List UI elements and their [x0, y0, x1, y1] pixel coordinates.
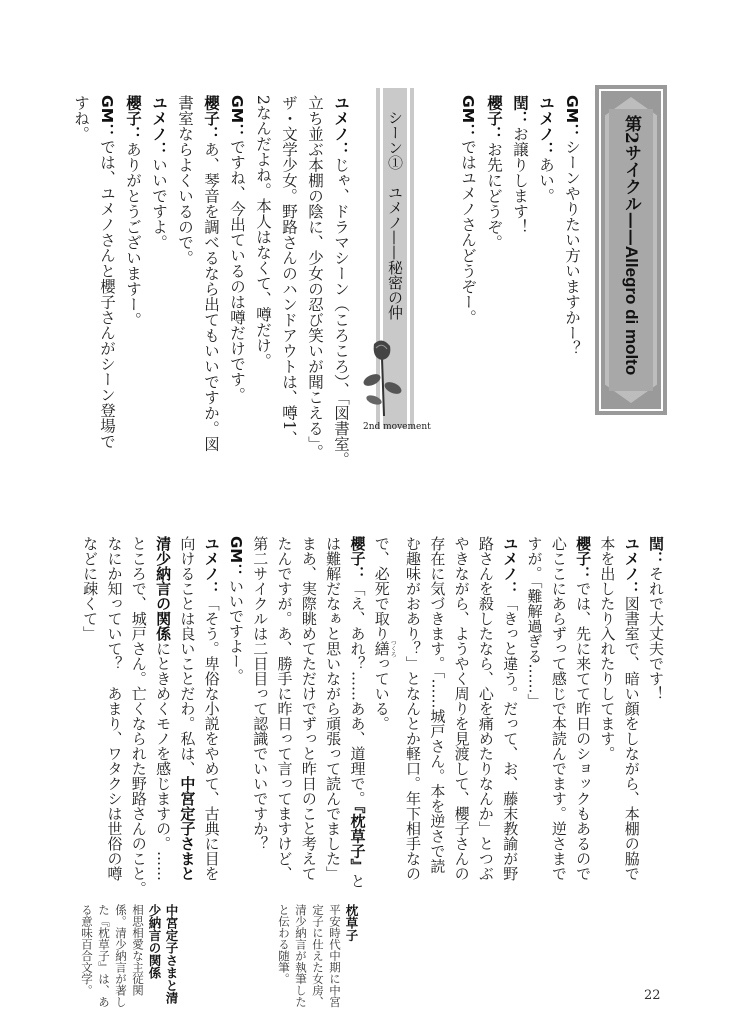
line-text: なにか知っていて？ あまり、ワタクシは世俗の噂 — [105, 536, 124, 881]
speaker-label: ユメノ： — [622, 536, 641, 596]
speaker-label: GM： — [98, 95, 116, 139]
annotation-body: 清少納言が執筆した — [294, 904, 308, 1008]
annotation-body: 定子に仕えた女房、 — [311, 904, 325, 1008]
dialogue-line — [559, 95, 585, 356]
speaker-label: ユメノ： — [202, 536, 221, 596]
line-text: ですね、今出ているのは噂だけです。 — [228, 138, 246, 403]
speaker-label: 閏： — [511, 95, 529, 126]
dialogue-block-top-left — [68, 95, 354, 467]
speaker-label: ユメノ： — [150, 95, 168, 157]
speaker-label: 櫻子： — [124, 95, 142, 142]
cycle-heading-box — [595, 85, 667, 415]
page-number: 22 — [644, 988, 661, 1003]
annotation-body: る意味百合文学。 — [80, 904, 94, 996]
rose-icon — [362, 338, 402, 418]
annotation-title: 少納言の関係 — [147, 904, 162, 979]
dialogue-line — [449, 536, 473, 896]
line-text: は難解だなぁと思いながら頑張って読んでました」 — [324, 536, 343, 881]
line-text: お先にどうぞ。 — [485, 141, 503, 250]
dialogue-line — [328, 95, 354, 467]
line-text: シーンやりたい方いますかー？ — [563, 138, 581, 356]
line-text: すが。「難解過ぎる……」 — [525, 536, 544, 709]
line-text: では、ユメノさんと櫻子さんがシーン登場で — [98, 138, 116, 449]
line-text: いいですよー。 — [226, 578, 245, 684]
dialogue-line — [151, 536, 175, 896]
line-text: で、必死で取り — [372, 536, 391, 641]
speaker-label: ユメノ： — [501, 536, 520, 596]
line-text: いいですよ。 — [150, 157, 168, 250]
dialogue-line — [224, 95, 250, 467]
dialogue-line — [369, 536, 395, 896]
line-text: じゃ、ドラマシーン（ころころ）、「図書室。 — [332, 157, 350, 467]
line-text: と — [348, 873, 367, 889]
line-text: 第二サイクルは二日目って認識でいいですか？ — [251, 536, 270, 851]
cycle-subtitle: Allegro di molto — [622, 245, 641, 376]
annotation-teishi-shonagon — [78, 904, 180, 1008]
line-text: ところで、城戸さん。亡くなられた野路さんのこと。 — [129, 536, 148, 896]
dialogue-line — [547, 536, 571, 896]
dialogue-line — [126, 536, 150, 896]
speaker-label: ユメノ： — [332, 95, 350, 157]
cycle-heading — [595, 115, 667, 375]
dialogue-line — [94, 95, 120, 467]
emphasis-text: 中宮定子さまと — [178, 776, 197, 881]
annotation-body: 平安時代中期に中宮 — [328, 904, 342, 1008]
dialogue-line — [474, 536, 498, 896]
annotation-body: 相思相愛な主従関 — [131, 904, 145, 996]
dialogue-line — [345, 536, 369, 896]
dialogue-line — [401, 536, 425, 896]
annotation-body: 係。清少納言が著し — [114, 904, 128, 1008]
line-text: お譲りします！ — [511, 126, 529, 235]
speaker-label: 閏： — [647, 536, 665, 566]
dialogue-line — [172, 95, 198, 467]
annotation-title: 中宮定子さまと清 — [164, 904, 179, 1004]
line-text: 書室ならよくいるので。 — [176, 95, 194, 266]
dialogue-line — [455, 95, 481, 356]
dialogue-line — [120, 95, 146, 467]
dialogue-line — [507, 95, 533, 356]
dialogue-block-bottom — [78, 536, 668, 896]
speaker-label: 櫻子： — [485, 95, 503, 142]
line-text: 「そう。卑俗な小説をやめて、古典に目を — [202, 596, 221, 881]
line-text: やきながら、ようやく周りを見渡して、櫻子さんの — [452, 536, 471, 881]
speaker-label: 櫻子： — [574, 536, 593, 581]
dialogue-line — [250, 95, 276, 467]
dialogue-line — [78, 536, 102, 896]
dialogue-line — [224, 536, 248, 896]
dialogue-line — [272, 536, 296, 896]
dialogue-block-top-right — [455, 95, 585, 356]
annotation-title: 枕草子 — [344, 904, 359, 942]
annotation-body: た『枕草子』は、あ — [97, 904, 111, 1008]
speaker-label: GM： — [226, 536, 245, 579]
line-text: にときめくモノを感じますの。…… — [154, 641, 173, 881]
dialogue-line — [321, 536, 345, 896]
dialogue-line — [302, 95, 328, 467]
line-text: 「え、あれ？……ああ、道理で。 — [348, 581, 367, 806]
ruby-reading: つくろ — [389, 639, 397, 658]
scene-heading: シーン① ユメノ——秘密の仲 — [386, 110, 404, 320]
line-text: では、先に来てて昨日のショックもあるので — [574, 581, 593, 881]
line-text: それで大丈夫です！ — [647, 566, 665, 701]
dialogue-line — [276, 95, 302, 467]
annotation-makura-no-soshi — [275, 904, 360, 1008]
dialogue-line — [619, 536, 643, 896]
line-text: 立ち並ぶ本棚の陰に、少女の忍び笑いが聞こえる」。 — [306, 95, 324, 460]
speaker-label: 櫻子： — [202, 95, 220, 142]
line-text: 存在に気づきます。「……城戸さん。本を逆さで読 — [428, 536, 447, 874]
dialogue-line — [498, 536, 522, 896]
line-text: 本を出したり入れたりしてます。 — [598, 536, 617, 761]
line-text: たんですが。あ、勝手に昨日って言ってますけど、 — [275, 536, 294, 881]
dialogue-line — [571, 536, 595, 896]
cycle-dash: —— — [621, 211, 641, 246]
line-text: 「きっと違う。だって、お、藤末教諭が野 — [501, 596, 520, 881]
movement-label: 2nd movement — [363, 422, 431, 432]
dialogue-line — [297, 536, 321, 896]
dialogue-line — [68, 95, 94, 467]
dialogue-line — [533, 95, 559, 356]
cycle-label: 第2サイクル — [621, 115, 641, 212]
speaker-label: 櫻子： — [348, 536, 367, 581]
dialogue-line — [595, 536, 619, 896]
line-text: ではユメノさんどうぞー。 — [459, 138, 477, 325]
dialogue-line — [199, 536, 223, 896]
line-text: む趣味がおあり？」となんとか軽口。年下相手なの — [404, 536, 423, 881]
line-text: っている。 — [372, 656, 391, 731]
dialogue-line — [102, 536, 126, 896]
dialogue-line — [248, 536, 272, 896]
ruby-text — [372, 639, 397, 658]
line-text: 図書室で、暗い顔をしながら、本棚の脇で — [622, 596, 641, 881]
dialogue-line — [522, 536, 546, 896]
dialogue-line — [644, 536, 668, 896]
ruby-base: 繕 — [372, 639, 391, 658]
speaker-label: GM： — [459, 95, 477, 139]
line-text: 2なんだよね。本人はなくて、噂だけ。 — [254, 95, 272, 369]
speaker-label: GM： — [563, 95, 581, 139]
line-text: あい。 — [537, 157, 555, 204]
dialogue-line — [425, 536, 449, 896]
emphasis-text: 『枕草子』 — [348, 806, 367, 874]
speaker-label: GM： — [228, 95, 246, 139]
dialogue-line — [175, 536, 199, 896]
line-text: あ、琴音を調べるなら出てもいいですか。図 — [202, 141, 220, 452]
dialogue-line — [481, 95, 507, 356]
line-text: すね。 — [72, 95, 90, 142]
line-text: ありがとうございますー。 — [124, 141, 142, 328]
dialogue-line — [198, 95, 224, 467]
line-text: ザ・文学少女。野路さんのハンドアウトは、噂1、 — [280, 95, 298, 446]
line-text: 心ここにあらずって感じで本読んでます。逆さまで — [549, 536, 568, 881]
speaker-label: ユメノ： — [537, 95, 555, 157]
speaker-label: 清少納言の関係 — [154, 536, 173, 641]
line-text: 路さんを殺したなら、心を痛めたりなんか」とつぶ — [476, 536, 495, 881]
line-text: まあ、実際眺めてただけでずっと昨日のこと考えて — [299, 536, 318, 881]
line-text: などに疎くて」 — [81, 536, 100, 641]
annotation-body: と伝わる随筆。 — [277, 904, 291, 985]
line-text: 向けることは良いことだわ。私は、 — [178, 536, 197, 776]
dialogue-line — [146, 95, 172, 467]
